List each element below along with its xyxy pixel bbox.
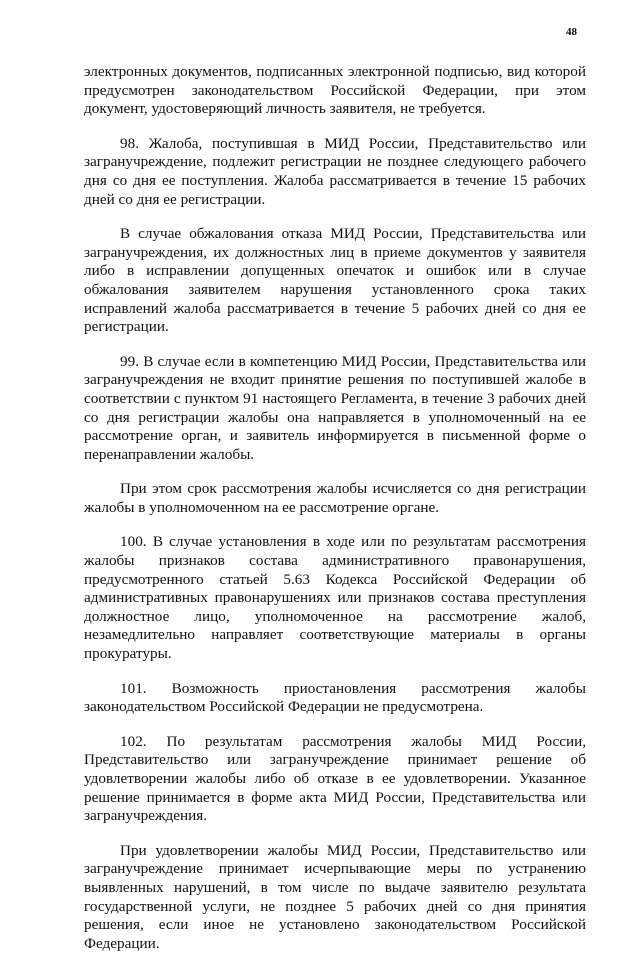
paragraph-98-appeal-refusal: В случае обжалования отказа МИД России, Представительства или загранучреждения, их должностных лиц в приеме документов у заявителя либо в исправлении допущенных опечаток и ошибок или в случае обжалования заявителем нарушения установленного срока таких исправлений жалоба рассматривается в течение 5 рабочих дней со дня ее регистрации. (84, 225, 586, 336)
paragraph-99-term: При этом срок рассмотрения жалобы исчисляется со дня регистрации жалобы в уполномоченном на ее рассмотрение органе. (84, 480, 586, 516)
page-number: 48 (566, 26, 577, 38)
paragraph-102: 102. По результатам рассмотрения жалобы МИД России, Представительство или загранучреждение принимает решение об удовлетворении жалобы либо об отказе в ее удовлетворении. Указанное решение принимается в форме акта МИД России, Представительства или загранучреждения. (84, 732, 586, 825)
paragraph-99: 99. В случае если в компетенцию МИД России, Представительства или загранучреждения не входит принятие решения по поступившей жалобе в соответствии с пунктом 91 настоящего Регламента, в течение 3 рабочих дней со дня регистрации жалобы она направляется в уполномоченный на ее рассмотрение орган, и заявитель информируется в письменной форме о перенаправлении жалобы. (84, 352, 586, 463)
paragraph-101: 101. Возможность приостановления рассмотрения жалобы законодательством Российской Федерации не предусмотрена. (84, 679, 586, 716)
paragraph-102-satisfaction: При удовлетворении жалобы МИД России, Представительство или загранучреждение принимает исчерпывающие меры по устранению выявленных нарушений, в том числе по выдаче заявителю результата государственной услуги, не позднее 5 рабочих дней со дня принятия решения, если иное не установлено законодательством Российской Федерации. (84, 841, 586, 952)
paragraph-continuation: электронных документов, подписанных электронной подписью, вид которой предусмотрен законодательством Российской Федерации, при этом документ, удостоверяющий личность заявителя, не требуется. (84, 63, 586, 118)
paragraph-98: 98. Жалоба, поступившая в МИД России, Представительство или загранучреждение, подлежит регистрации не позднее следующего рабочего дня со дня ее поступления. Жалоба рассматривается в течение 15 рабочих дней со дня ее регистрации. (84, 134, 586, 208)
paragraph-100: 100. В случае установления в ходе или по результатам рассмотрения жалобы признаков состава административного правонарушения, предусмотренного статьей 5.63 Кодекса Российской Федерации об административных правонарушениях или признаков состава преступления должностное лицо, уполномоченное на рассмотрение жалоб, незамедлительно направляет соответствующие материалы в органы прокуратуры. (84, 533, 586, 663)
document-body (84, 63, 586, 969)
